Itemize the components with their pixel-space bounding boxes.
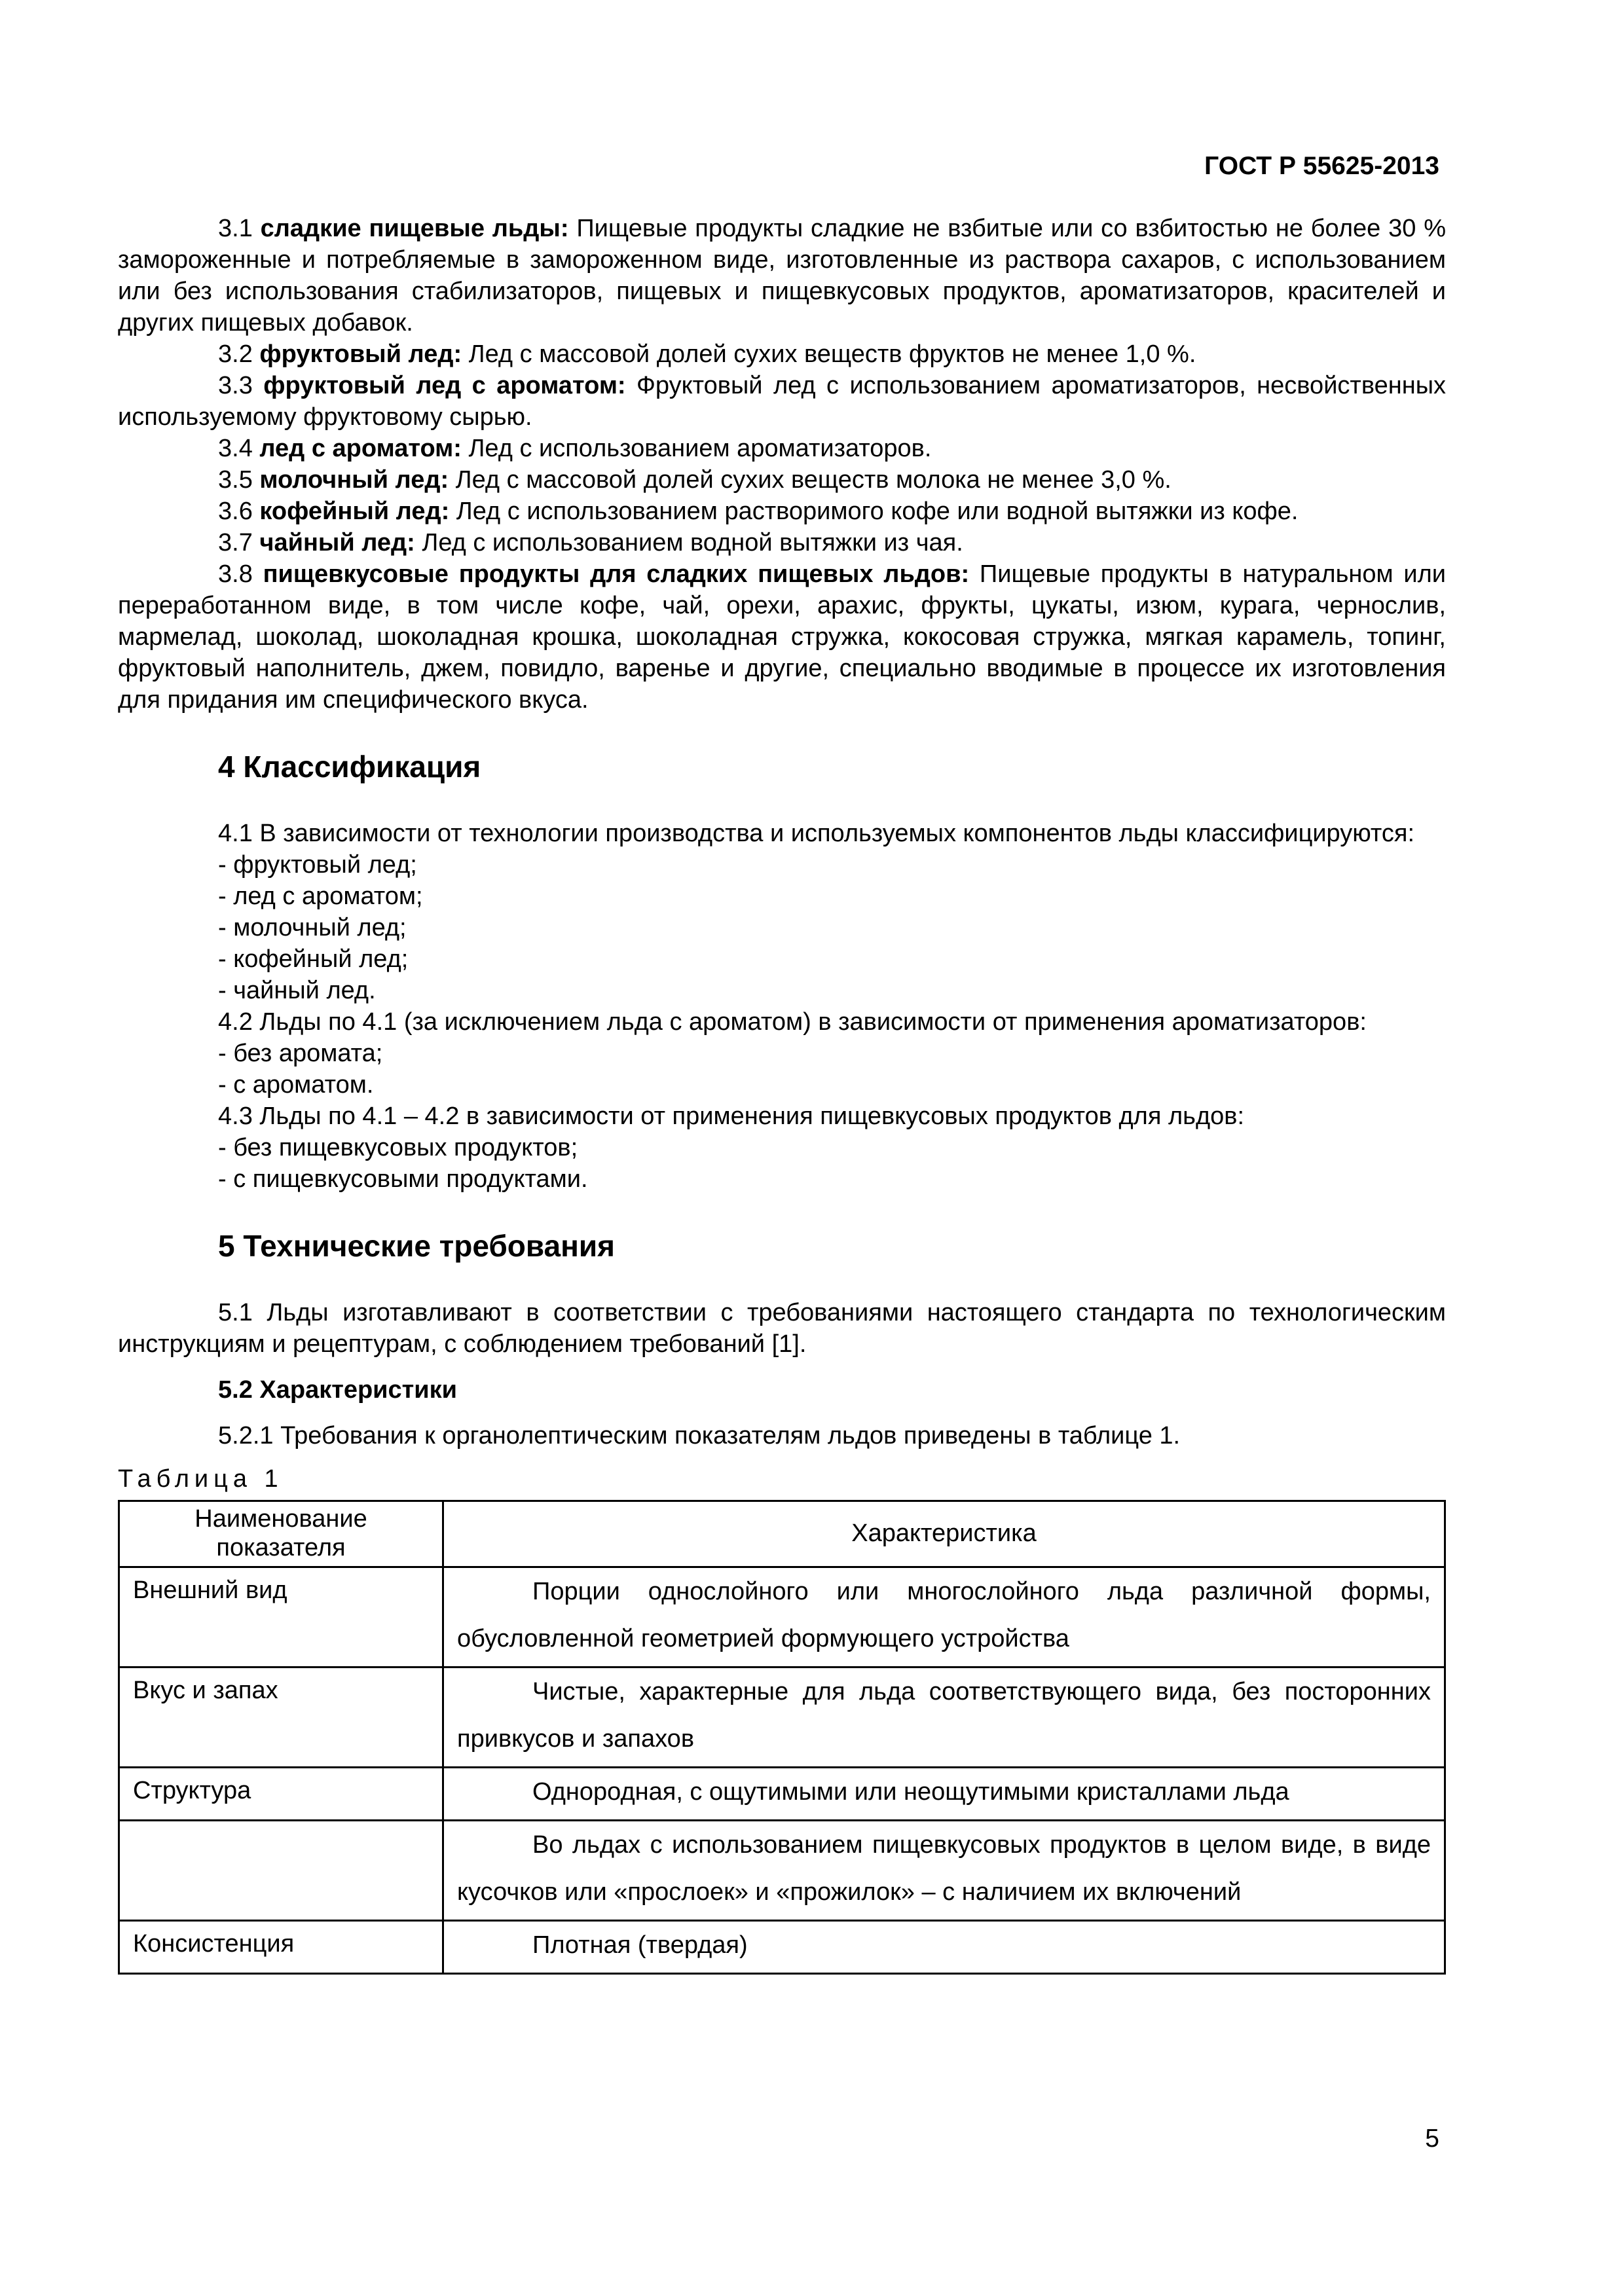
term: молочный лед: (259, 466, 449, 494)
table-cell (119, 1821, 443, 1921)
definition-3-1: 3.1 сладкие пищевые льды: Пищевые продукты сладкие не взбитые или со взбитостью не более 30 % замороженные и потребляемые в замороженном виде, изготовленные из раствора сахаров, с использованием или без использования стабилизаторов, пищевых и пищевкусовых продуктов, ароматизаторов, красителей и других пищевых добавок. (118, 215, 1446, 337)
definition-3-2: 3.2 фруктовый лед: Лед с массовой долей сухих веществ фруктов не менее 1,0 %. (218, 340, 1196, 368)
list-item: - с ароматом. (218, 1071, 374, 1099)
table-row (119, 1567, 1445, 1667)
table-row (119, 1667, 1445, 1768)
paragraph-5-1: 5.1 Льды изготавливают в соответствии с требованиями настоящего стандарта по технологическим инструкциям и рецептурам, с соблюдением требований [1]. (118, 1299, 1446, 1358)
list-item: - молочный лед; (218, 914, 407, 941)
term: фруктовый лед с ароматом: (263, 372, 626, 399)
table-caption: Таблица 1 (118, 1465, 284, 1493)
term: сладкие пищевые льды: (260, 215, 569, 242)
section-4-title: 4 Классификация (218, 750, 481, 784)
definition-3-4: 3.4 лед с ароматом: Лед с использованием ароматизаторов. (218, 435, 932, 462)
definition-3-5: 3.5 молочный лед: Лед с массовой долей сухих веществ молока не менее 3,0 %. (218, 466, 1172, 494)
page-number: 5 (1425, 2124, 1439, 2153)
definition-3-7: 3.7 чайный лед: Лед с использованием водной вытяжки из чая. (218, 529, 963, 556)
table-cell: Вкус и запах (119, 1667, 443, 1768)
list-item: - фруктовый лед; (218, 851, 417, 879)
term: лед с ароматом: (259, 435, 462, 462)
list-item: - чайный лед. (218, 977, 376, 1004)
table-header-row (119, 1501, 1445, 1567)
term: кофейный лед: (259, 498, 450, 525)
section-5-title: 5 Технические требования (218, 1229, 615, 1263)
table-row (119, 1821, 1445, 1921)
list-item: - лед с ароматом; (218, 883, 423, 910)
table-row (119, 1768, 1445, 1821)
term: пищевкусовые продукты для сладких пищевых льдов: (263, 560, 970, 588)
table-cell: Во льдах с использованием пищевкусовых продуктов в целом виде, в виде кусочков или «прослоек» и «прожилок» – с наличием их включений (443, 1821, 1445, 1921)
paragraph-4-3: 4.3 Льды по 4.1 – 4.2 в зависимости от применения пищевкусовых продуктов для льдов: (218, 1102, 1244, 1130)
definition-3-8: 3.8 пищевкусовые продукты для сладких пищевых льдов: Пищевые продукты в натуральном или переработанном виде, в том числе кофе, чай, орехи, арахис, фрукты, цукаты, изюм, курага, чернослив, мармелад, шоколад, шоколадная крошка, шоколадная стружка, кокосовая стружка, мягкая карамель, топинг, фруктовый наполнитель, джем, повидло, варенье и другие, специально вводимые в процессе их изготовления для придания им специфического вкуса. (118, 560, 1446, 714)
paragraph-5-2-1: 5.2.1 Требования к органолептическим показателям льдов приведены в таблице 1. (218, 1422, 1181, 1449)
subsection-5-2-title: 5.2 Характеристики (218, 1376, 458, 1404)
table-cell: Чистые, характерные для льда соответствующего вида, без посторонних привкусов и запахов (443, 1667, 1445, 1768)
page-content (118, 213, 1446, 1975)
definition-3-3: 3.3 фруктовый лед с ароматом: Фруктовый лед с использованием ароматизаторов, несвойственных используемому фруктовому сырью. (118, 372, 1447, 431)
list-item: - кофейный лед; (218, 945, 409, 973)
column-header: Характеристика (443, 1501, 1445, 1567)
paragraph-4-2: 4.2 Льды по 4.1 (за исключением льда с ароматом) в зависимости от применения ароматизаторов: (218, 1008, 1367, 1036)
table-cell: Внешний вид (119, 1567, 443, 1667)
paragraph-4-1: 4.1 В зависимости от технологии производства и используемых компонентов льды классифицируются: (218, 820, 1415, 847)
column-header: Наименование показателя (119, 1501, 443, 1567)
term: чайный лед: (259, 529, 415, 556)
table-cell: Консистенция (119, 1921, 443, 1974)
term: фруктовый лед: (259, 340, 462, 368)
document-code: ГОСТ Р 55625-2013 (1204, 152, 1439, 180)
table-cell: Порции однослойного или многослойного льда различной формы, обусловленной геометрией формующего устройства (443, 1567, 1445, 1667)
list-item: - без аромата; (218, 1040, 383, 1067)
list-item: - с пищевкусовыми продуктами. (218, 1165, 588, 1193)
table-cell: Структура (119, 1768, 443, 1821)
table-row (119, 1921, 1445, 1974)
definition-3-6: 3.6 кофейный лед: Лед с использованием растворимого кофе или водной вытяжки из кофе. (218, 498, 1299, 525)
list-item: - без пищевкусовых продуктов; (218, 1134, 578, 1161)
table-1 (118, 1500, 1446, 1975)
table-cell: Плотная (твердая) (443, 1921, 1445, 1974)
table-cell: Однородная, с ощутимыми или неощутимыми кристаллами льда (443, 1768, 1445, 1821)
